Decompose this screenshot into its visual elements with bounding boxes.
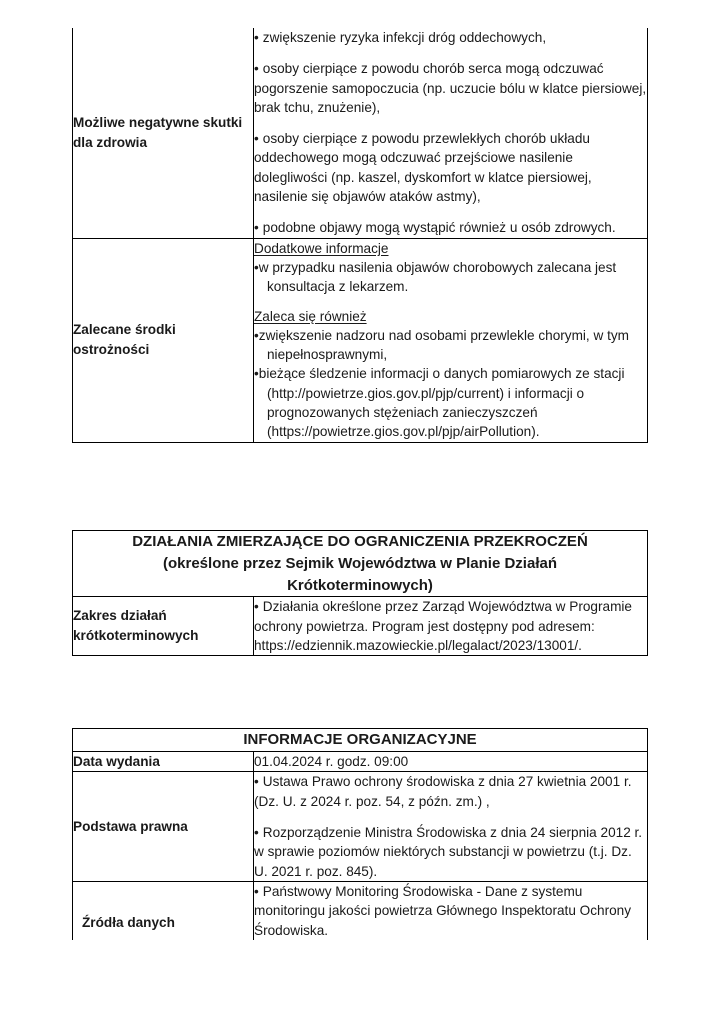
row-value-data-sources	[254, 881, 648, 939]
row-value-precautions	[254, 238, 648, 442]
table-row	[73, 238, 648, 442]
bullet-text: podobne objawy mogą wystąpić również u osób zdrowych.	[262, 220, 616, 236]
table-health-effects	[72, 28, 648, 443]
label-line: Data wydania	[73, 753, 160, 769]
row-value-health-effects	[254, 28, 648, 238]
bullet-glyph: •	[254, 220, 259, 236]
bullet-text: Ustawa Prawo ochrony środowiska z dnia 27 kwietnia 2001 r. (Dz. U. z 2024 r. poz. 54, z późn. zm.) ,	[254, 774, 632, 809]
row-label-legal-basis	[73, 772, 254, 881]
bullet-glyph: •	[254, 131, 259, 147]
table-row	[73, 751, 648, 772]
table-actions-header	[73, 531, 648, 597]
bullet-text: Rozporządzenie Ministra Środowiska z dnia 24 sierpnia 2012 r. w sprawie poziomów niektórych substancji w powietrzu (t.j. Dz. U. 2021 r. poz. 845).	[254, 825, 643, 879]
table-row	[73, 772, 648, 881]
bullet-text: osoby cierpiące z powodu chorób serca mogą odczuwać pogorszenie samopoczucia (np. uczucie bólu w klatce piersiowej, brak tchu, znużenie),	[254, 61, 647, 115]
bullet-item	[254, 28, 647, 47]
table-organizational-header: INFORMACJE ORGANIZACYJNE	[73, 729, 648, 752]
bullet-glyph: •	[254, 366, 259, 382]
table-header-row	[73, 531, 648, 597]
bullet-text: Działania określone przez Zarząd Województwa w Programie ochrony powietrza. Program jest dostępny pod adresem:	[254, 599, 632, 634]
bullet-glyph: •	[254, 883, 259, 899]
table-organizational-info	[72, 728, 648, 940]
header-line-2: (określone przez Sejmik Województwa w Planie Działań	[163, 554, 557, 572]
row-label-issue-date	[73, 751, 254, 772]
header-line-1: DZIAŁANIA ZMIERZAJĄCE DO OGRANICZENIA PRZEKROCZEŃ	[132, 533, 588, 550]
header-line-3: Krótkoterminowych)	[287, 576, 433, 594]
label-line: Zalecane środki ostrożności	[73, 322, 176, 358]
bullet-item	[254, 597, 647, 636]
subheading-additional-info: Dodatkowe informacje	[254, 240, 389, 256]
bullet-glyph: •	[254, 30, 259, 45]
spacer	[254, 297, 647, 307]
table-row	[73, 597, 648, 656]
bullet-item	[254, 772, 647, 811]
row-label-health-effects	[73, 28, 254, 238]
subheading-also-recommended: Zaleca się również	[254, 308, 367, 324]
bullet-item	[254, 59, 647, 117]
table-row	[73, 28, 648, 238]
bullet-text: zwiększenie ryzyka infekcji dróg oddechowych,	[262, 30, 547, 45]
bullet-glyph: •	[254, 61, 259, 77]
bullet-text: bieżące śledzenie informacji o danych pomiarowych ze stacji (http://powietrze.gios.gov.pl/pjp/current) i informacji o prognozowanych stężeniach zanieczyszczeń (https://powietrze.gios.gov.pl/pjp/airPollution).	[258, 366, 625, 440]
bullet-text: w przypadku nasilenia objawów chorobowych zalecana jest konsultacja z lekarzem.	[258, 259, 617, 295]
bullet-text: zwiększenie nadzoru nad osobami przewlekle chorymi, w tym niepełnosprawnymi,	[258, 327, 629, 363]
label-line: Możliwe negatywne skutki dla zdrowia	[73, 115, 243, 150]
label-line: Zakres działań krótkoterminowych	[73, 608, 199, 644]
row-label-data-sources-text: Źródła danych	[82, 915, 175, 930]
bullet-item	[254, 218, 647, 237]
row-label-precautions	[73, 238, 254, 442]
bullet-glyph: •	[254, 327, 259, 343]
row-label-short-term-scope	[73, 597, 254, 656]
bullet-text: osoby cierpiące z powodu przewlekłych chorób układu oddechowego mogą odczuwać przejściowe nasilenie dolegliwości (np. kaszel, dyskomfort w klatce piersiowej, nasilenie się objawów ataków astmy),	[254, 131, 592, 205]
bullet-glyph: •	[254, 259, 259, 275]
bullet-item	[254, 882, 647, 940]
row-value-legal-basis	[254, 772, 648, 881]
label-line: Podstawa prawna	[73, 818, 188, 834]
bullet-item	[254, 129, 647, 206]
bullet-item	[254, 823, 647, 881]
bullet-glyph: •	[254, 825, 259, 841]
row-value-issue-date: 01.04.2024 r. godz. 09:00	[254, 751, 648, 772]
bullet-item	[254, 326, 647, 365]
bullet-glyph: •	[254, 599, 259, 615]
program-url[interactable]: https://edziennik.mazowieckie.pl/legalact/2023/13001/.	[254, 637, 582, 653]
table-header-row	[73, 729, 648, 752]
bullet-item	[254, 364, 647, 441]
bullet-glyph: •	[254, 774, 259, 790]
row-value-short-term-scope	[254, 597, 648, 656]
bullet-text: Państwowy Monitoring Środowiska - Dane z systemu monitoringu jakości powietrza Głównego Inspektoratu Ochrony Środowiska.	[254, 883, 632, 938]
bullet-item	[254, 258, 647, 297]
table-short-term-actions	[72, 530, 648, 656]
